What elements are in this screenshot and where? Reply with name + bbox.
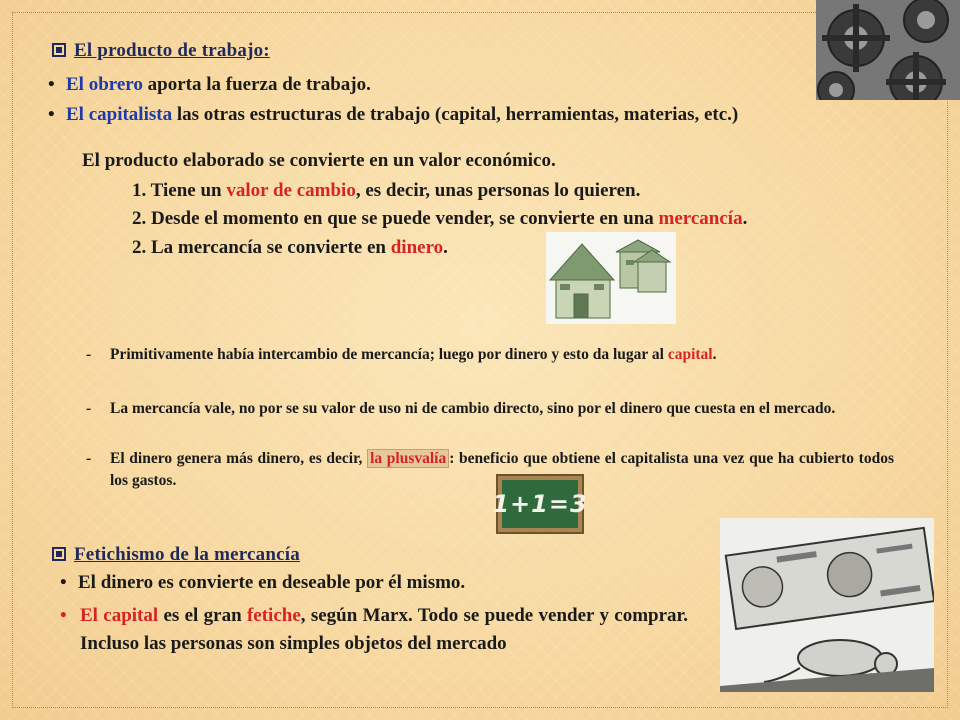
section1-bullet2: • El capitalista las otras estructuras de trabajo (capital, herramientas, materias, etc.) (48, 104, 739, 125)
chalkboard-text: 1+1=3 (492, 490, 588, 518)
section3-bullet1: • El dinero es convierte en deseable por él mismo. (60, 572, 466, 593)
section2-dash3: - El dinero genera más dinero, es decir, la plusvalía : beneficio que obtiene el capitalista una vez que ha cubierto todos los gastos. (86, 450, 894, 489)
section1-bullet1: • El obrero aporta la fuerza de trabajo. (48, 74, 371, 95)
section1-item3: 2. La mercancía se convierte en dinero. (132, 237, 448, 258)
money-houses-image (546, 232, 676, 324)
plusvalia-highlight: la plusvalía (367, 449, 449, 468)
checkbox-bullet-icon (52, 43, 66, 57)
money-worship-image (720, 518, 934, 692)
section1-item1: 1. Tiene un valor de cambio, es decir, unas personas lo quieren. (132, 180, 641, 201)
section2-dash1: - Primitivamente había intercambio de mercancía; luego por dinero y esto da lugar al capital. (86, 346, 717, 363)
chalkboard (492, 474, 588, 534)
checkbox-bullet-icon (52, 547, 66, 561)
section1-intro: El producto elaborado se convierte en un valor económico. (82, 150, 556, 171)
gears-image (816, 0, 960, 100)
section1-heading: El producto de trabajo: (52, 40, 270, 62)
section1-item2: 2. Desde el momento en que se puede vender, se convierte en una mercancía. (132, 208, 748, 229)
section3-heading: Fetichismo de la mercancía (52, 544, 300, 566)
section3-bullet2: • El capital es el gran fetiche, según Marx. Todo se puede vender y comprar. Incluso las personas son simples objetos del mercado (60, 605, 688, 654)
section2-dash2: - La mercancía vale, no por se su valor de uso ni de cambio directo, sino por el dinero que cuesta en el mercado. (86, 400, 836, 417)
